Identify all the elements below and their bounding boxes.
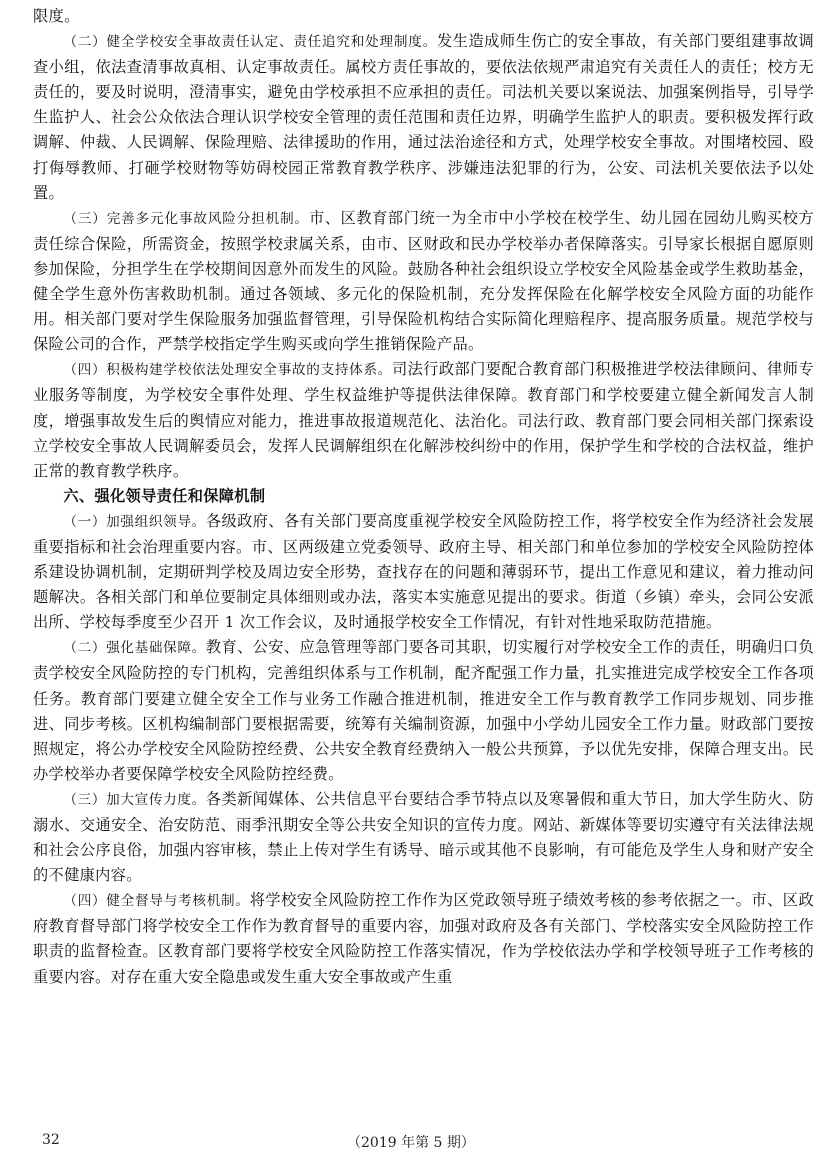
paragraph-text: 教育、公安、应急管理等部门要各司其职，切实履行对学校安全工作的责任，明确归口负责学校安全风险防控的专门机构，完善组织体系与工作机制，配齐配强工作力量，扎实推进完成学校安全工作各项任务。教育部门要建立健全安全工作与业务工作融合推进机制，推进安全工作与教育教学工作同步规划、同步推进、同步考核。区机构编制部门要根据需要，统筹有关编制资源，加强中小学幼儿园安全工作力量。财政部门要按照规定，将公办学校安全风险防控经费、公共安全教育经费纳入一般公共预算，予以优先安排，保障合理支出。民办学校举办者要保障学校安全风险防控经费。 — [33, 638, 814, 783]
paragraph-text: 限度。 — [33, 7, 80, 25]
paragraph-text: 发生造成师生伤亡的安全事故，有关部门要组建事故调查小组，依法查清事故真相、认定事故责任。属校方责任事故的，要依法依规严肃追究有关责任人的责任；校方无责任的，要及时说明，澄清事实，避免由学校承担不应承担的责任。司法机关要以案说法、加强案例指导，引导学生监护人、社会公众依法合理认识学校安全管理的责任范围和责任边界，明确学生监护人的职责。要积极发挥行政调解、仲裁、人民调解、保险理赔、法律援助的作用，通过法治途径和方式，处理学校安全事故。对围堵校园、殴打侮辱教师、打砸学校财物等妨碍校园正常教育教学秩序、涉嫌违法犯罪的行为，公安、司法机关要依法予以处置。 — [33, 32, 814, 202]
paragraph-legal-support — [33, 357, 814, 483]
section-heading: 六、强化领导责任和保障机制 — [63, 486, 266, 505]
paragraph-text: 将学校安全风险防控工作作为区党政领导班子绩效考核的参考依据之一。市、区政府教育督导部门将学校安全工作作为教育督导的重要内容，加强对政府及各有关部门、学校落实安全风险防控工作职责的监督检查。区教育部门要将学校安全风险防控工作落实情况，作为学校依法办学和学校领导班子工作考核的重要内容。对存在重大安全隐患或发生重大安全事故或产生重 — [33, 891, 814, 986]
page-number: 32 — [42, 1132, 60, 1148]
paragraph-text: 市、区教育部门统一为全市中小学校在校学生、幼儿园在园幼儿购买校方责任综合保险，所需资金，按照学校隶属关系，由市、区财政和民办学校举办者保障落实。引导家长根据自愿原则参加保险，分担学生在学校期间因意外而发生的风险。鼓励各种社会组织设立学校安全风险基金或学生救助基金，健全学生意外伤害救助机制。通过各领域、多元化的保险机制，充分发挥保险在化解学校安全风险方面的功能作用。相关部门要对学生保险服务加强监督管理，引导保险机构结合实际简化理赔程序、提高服务质量。规范学校与保险公司的合作，严禁学校指定学生购买或向学生推销保险产品。 — [33, 208, 815, 354]
document-body — [33, 4, 814, 990]
paragraph-text: 各类新闻媒体、公共信息平台要结合季节特点以及寒暑假和重大节日，加大学生防火、防溺水、交通安全、治安防范、雨季汛期安全等公共安全知识的宣传力度。网站、新媒体等要切实遵守有关法律法规和社会公序良俗，加强内容审核，禁止上传对学生有诱导、暗示或其他不良影响，有可能危及学生人身和财产安全的不健康内容。 — [33, 789, 814, 885]
paragraph-publicity — [33, 787, 814, 888]
page-footer — [0, 1132, 827, 1156]
paragraph-lead: （二）强化基础保障。 — [63, 640, 206, 657]
paragraph-continuation — [33, 4, 814, 29]
paragraph-risk-sharing — [33, 206, 814, 358]
paragraph-accident-responsibility — [33, 29, 814, 206]
paragraph-text: 各级政府、各有关部门要高度重视学校安全风险防控工作，将学校安全作为经济社会发展重要指标和社会治理重要内容。市、区两级建立党委领导、政府主导、相关部门和单位参加的学校安全风险防控体系建设协调机制，定期研判学校及周边安全形势，查找存在的问题和薄弱环节，提出工作意见和建议，着力推动问题解决。各相关部门和单位要制定具体细则或办法，落实本实施意见提出的要求。街道（乡镇）牵头，会同公安派出所、学校每季度至少召开 1 次工作会议，及时通报学校安全工作情况，有针对性地采取防范措施。 — [33, 511, 814, 632]
paragraph-lead: （三）加大宣传力度。 — [63, 791, 206, 808]
paragraph-lead: （四）积极构建学校依法处理安全事故的支持体系。 — [63, 362, 393, 379]
paragraph-lead: （二）健全学校安全事故责任认定、责任追究和处理制度。 — [63, 34, 438, 51]
paragraph-lead: （三）完善多元化事故风险分担机制。 — [63, 210, 309, 227]
issue-label: （2019 年第 5 期） — [347, 1135, 475, 1151]
paragraph-organization-leadership — [33, 509, 814, 635]
paragraph-supervision-assessment — [33, 888, 814, 989]
paragraph-text: 司法行政部门要配合教育部门积极推进学校法律顾问、律师专业服务等制度，为学校安全事件处理、学生权益维护等提供法律保障。教育部门和学校要建立健全新闻发言人制度，增强事故发生后的舆情应对能力，推进事故报道规范化、法治化。司法行政、教育部门要会同相关部门探索设立学校安全事故人民调解委员会，发挥人民调解组织在化解涉校纠纷中的作用，保护学生和学校的合法权益，维护正常的教育教学秩序。 — [33, 360, 814, 480]
paragraph-lead: （四）健全督导与考核机制。 — [63, 893, 250, 910]
paragraph-lead: （一）加强组织领导。 — [63, 513, 206, 530]
paragraph-basic-guarantee — [33, 635, 814, 787]
